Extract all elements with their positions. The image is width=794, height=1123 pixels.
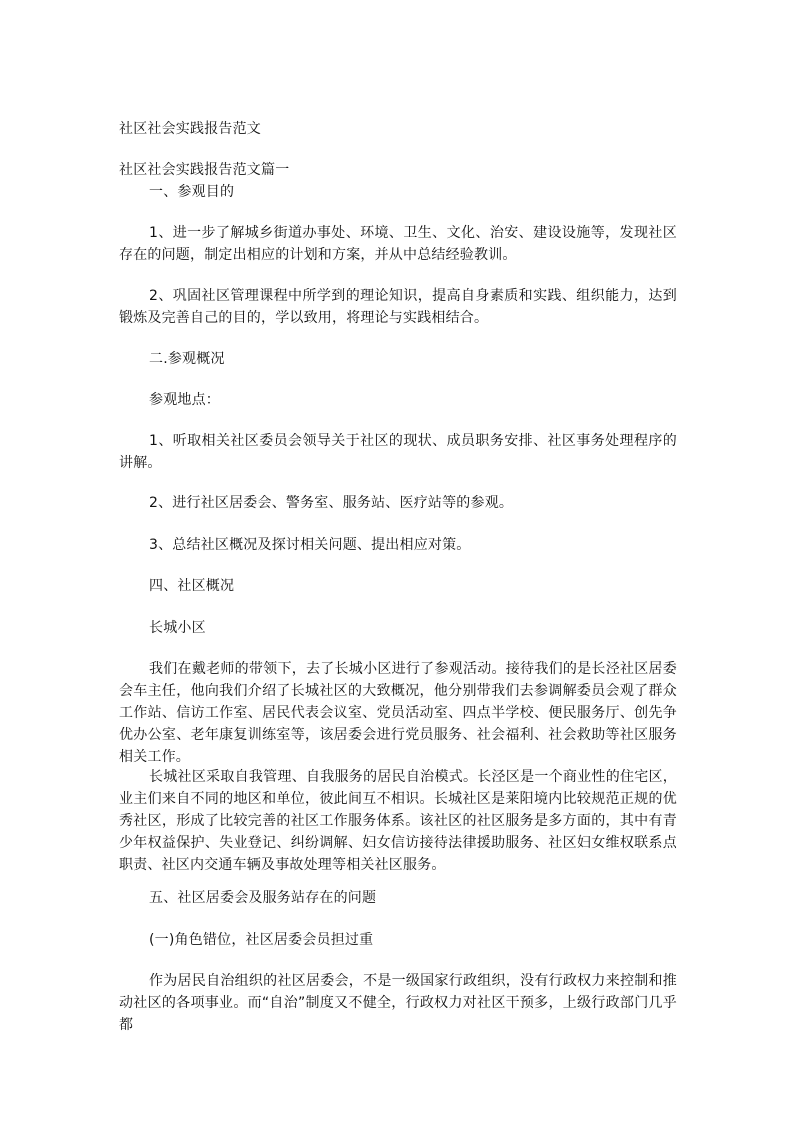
paragraph-problems-1: 作为居民自治组织的社区居委会，不是一级国家行政组织，没有行政权力来控制和推动社区的各项事业。而“自治”制度又不健全，行政权力对社区干预多，上级行政部门几乎都 [119,973,677,1033]
paragraph-overview-2: 2、进行社区居委会、警务室、服务站、医疗站等的参观。 [149,495,514,511]
section-heading-purpose: 一、参观目的 [149,184,235,200]
section-heading-community: 四、社区概况 [149,578,235,594]
paragraph-overview-3: 3、总结社区概况及探讨相关问题、提出相应对策。 [149,537,471,553]
document-subtitle: 社区社会实践报告范文篇一 [119,162,290,178]
paragraph-community-2: 长城社区采取自我管理、自我服务的居民自治模式。长泾区是一个商业性的住宅区，业主们来自不同的地区和单位，彼此间互不相识。长城社区是莱阳境内比较规范正规的优秀社区，形成了比较完善的社区工作服务体系。该社区的社区服务是多方面的，其中有青少年权益保护、失业登记、纠纷调解、妇女信访接待法律援助服务、社区妇女维权联系点职责、社区内交通车辆及事故处理等相关社区服务。 [119,769,677,873]
section-heading-overview: 二.参观概况 [149,351,225,367]
section-heading-problems: 五、社区居委会及服务站存在的问题 [149,890,377,906]
subheading-changcheng: 长城小区 [149,620,206,636]
paragraph-purpose-2: 2、巩固社区管理课程中所学到的理论知识，提高自身素质和实践、组织能力，达到锻炼及完善自己的目的，学以致用，将理论与实践相结合。 [119,288,677,326]
document-title: 社区社会实践报告范文 [119,121,261,137]
paragraph-community-1: 我们在戴老师的带领下，去了长城小区进行了参观活动。接待我们的是长泾社区居委会车主任，他向我们介绍了长城社区的大致概况，他分别带我们去参调解委员会观了群众工作站、信访工作室、居民代表会议室、党员活动室、四点半学校、便民服务厅、创先争优办公室、老年康复训练室等，该居委会进行党员服务、社会福利、社会救助等社区服务相关工作。 [119,661,677,765]
paragraph-purpose-1: 1、进一步了解城乡街道办事处、环境、卫生、文化、治安、建设设施等，发现社区存在的问题，制定出相应的计划和方案，并从中总结经验教训。 [119,225,677,263]
subheading-role-misplacement: (一)角色错位，社区居委会员担过重 [149,932,374,948]
paragraph-overview-1: 1、听取相关社区委员会领导关于社区的现状、成员职务安排、社区事务处理程序的讲解。 [119,433,677,471]
visit-location-label: 参观地点： [149,392,220,408]
